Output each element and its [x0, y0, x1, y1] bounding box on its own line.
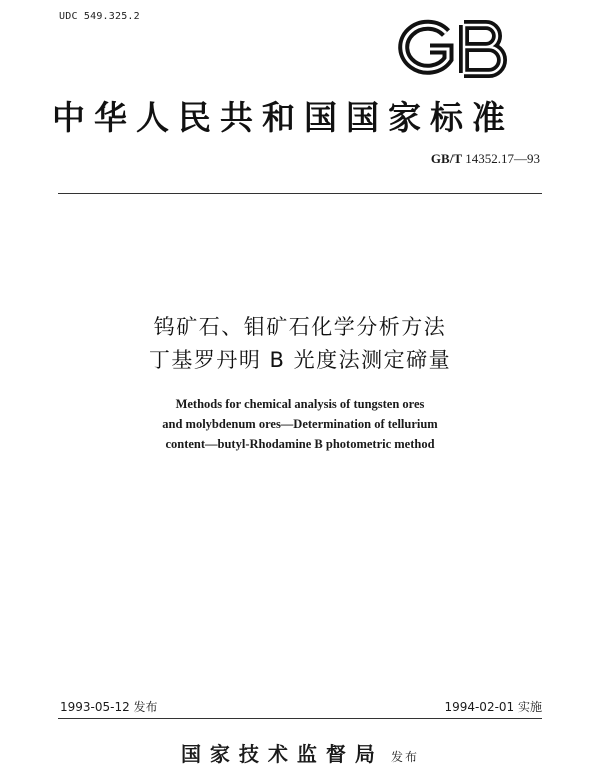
issue-date: 1993-05-12 发布	[60, 700, 158, 714]
gb-logo	[398, 19, 512, 79]
publisher-line	[0, 738, 600, 767]
chinese-title-line-2: 丁基罗丹明 B 光度法测定碲量	[148, 348, 452, 372]
implementation-date: 1994-02-01 实施	[444, 700, 542, 714]
national-standard-title: 中华人民共和国国家标准	[52, 98, 514, 137]
publisher-action: 发布	[391, 750, 420, 764]
standard-code: 14352.17—93	[465, 151, 540, 166]
english-title-line-2: and molybdenum ores—Determination of tellurium	[162, 417, 438, 431]
standard-prefix: GB/T	[430, 151, 462, 166]
udc-code: UDC 549.325.2	[59, 11, 140, 22]
top-divider	[58, 193, 542, 194]
chinese-title-line-1: 钨矿石、钼矿石化学分析方法	[153, 315, 447, 339]
bottom-divider	[58, 718, 542, 719]
standard-number	[431, 151, 540, 167]
english-title-line-3: content—butyl-Rhodamine B photometric method	[165, 437, 435, 451]
english-title-line-1: Methods for chemical analysis of tungsten ores	[175, 397, 425, 411]
publisher-name: 国家技术监督局	[180, 742, 384, 766]
